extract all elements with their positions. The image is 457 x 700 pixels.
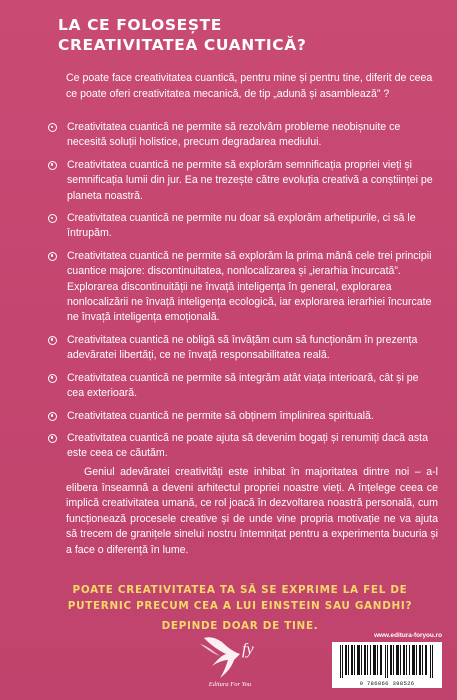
list-item (46, 120, 438, 151)
bullet-text: Creativitatea cuantică ne permite nu doar să explorăm arhetipurile, ci să le întrupăm. (67, 212, 416, 240)
cta-line-2: PUTERNIC PRECUM CEA A LUI EINSTEIN SAU GANDHI? (67, 600, 413, 612)
logo-letters: fy (242, 641, 254, 658)
target-bullet-icon (48, 412, 57, 421)
target-bullet-icon (48, 434, 57, 443)
target-bullet-icon (48, 252, 57, 261)
list-item (46, 333, 438, 364)
bullet-text: Creativitatea cuantică ne permite să explorăm semnificația propriei vieți și semnificația lumii din jur. Ea ne trezește către evoluția creativă a conștiinței pe planeta noastră. (67, 158, 433, 202)
bullet-text: Creativitatea cuantică ne obligă să învățăm cum să funcționăm în prezența adevăratei libertăți, ce ne învață responsabilitatea reală. (67, 333, 418, 362)
intro-paragraph: Ce poate face creativitatea cuantică, pentru mine și pentru tine, diferit de ceea ce poate oferi creativitatea mecanică, de tip „adună și asamblează” ? (66, 72, 433, 100)
bullet-text: Creativitatea cuantică ne permite să obținem împlinirea spirituală. (67, 409, 374, 422)
barcode-icon (332, 642, 442, 680)
list-item (46, 371, 438, 402)
target-bullet-icon (48, 336, 57, 345)
publisher-logo (190, 632, 270, 694)
bullet-text: Creativitatea cuantică ne poate ajuta să devenim bogați și renumiți dacă asta este ceea ce căutăm. (67, 431, 428, 460)
barcode-number: 9 786066 398526 (359, 680, 415, 687)
bullet-list (46, 120, 438, 469)
publisher-url: www.editura-foryou.ro (374, 632, 442, 639)
title-line-2: CREATIVITATEA CUANTICĂ? (58, 36, 307, 54)
list-item (46, 158, 438, 204)
list-item (46, 211, 438, 242)
list-item (46, 409, 438, 424)
bullet-text: Creativitatea cuantică ne permite să integrăm atât viața interioară, cât și pe cea exterioară. (67, 371, 419, 400)
target-bullet-icon (48, 123, 57, 132)
publisher-name: Editura For You (208, 681, 252, 688)
target-bullet-icon (48, 161, 57, 170)
bird-icon (190, 632, 270, 682)
bullet-text: Creativitatea cuantică ne permite să explorăm la prima mână cele trei principii cuantice majore: discontinuitatea, nonlocalizarea și „ierarhia încurcată”. Explorarea discontinuității ne învață inteligența în general, explorarea nonlocalizării ne învață inteligența ecologică, iar explorarea ierarhiei încurcate ne învață inteligența emoțională. (67, 249, 432, 324)
target-bullet-icon (48, 214, 57, 223)
cta-line-3: DEPINDE DOAR DE TINE. (161, 620, 319, 632)
barcode (332, 642, 442, 688)
bullet-text: Creativitatea cuantică ne permite să rezolvăm probleme neobișnuite ce necesită soluții holistice, precum degradarea mediului. (67, 121, 401, 149)
list-item (46, 249, 438, 326)
list-item (46, 431, 438, 462)
page-title (58, 15, 388, 55)
closing-text: Geniul adevăratei creativități este inhibat în majoritatea dintre noi – a-l elibera înseamnă a deveni arhitectul propriei noastre vieți. A înțelege ceea ce implică creativitatea umană, ce rol joacă în dezvoltarea noastră personală, cum funcționează procesele creative și de unde vine propria motivație ne va ajuta să trecem de granițele sinelui nostru întemnițat pentru a experimenta bucuria și a face o diferență în lume. (66, 466, 438, 556)
target-bullet-icon (48, 374, 57, 383)
barcode-area (332, 632, 442, 690)
closing-paragraph (66, 465, 438, 559)
call-to-action (40, 582, 440, 634)
title-line-1: LA CE FOLOSEȘTE (58, 16, 222, 34)
cta-line-1: POATE CREATIVITATEA TA SĂ SE EXPRIME LA FEL DE (72, 584, 408, 596)
